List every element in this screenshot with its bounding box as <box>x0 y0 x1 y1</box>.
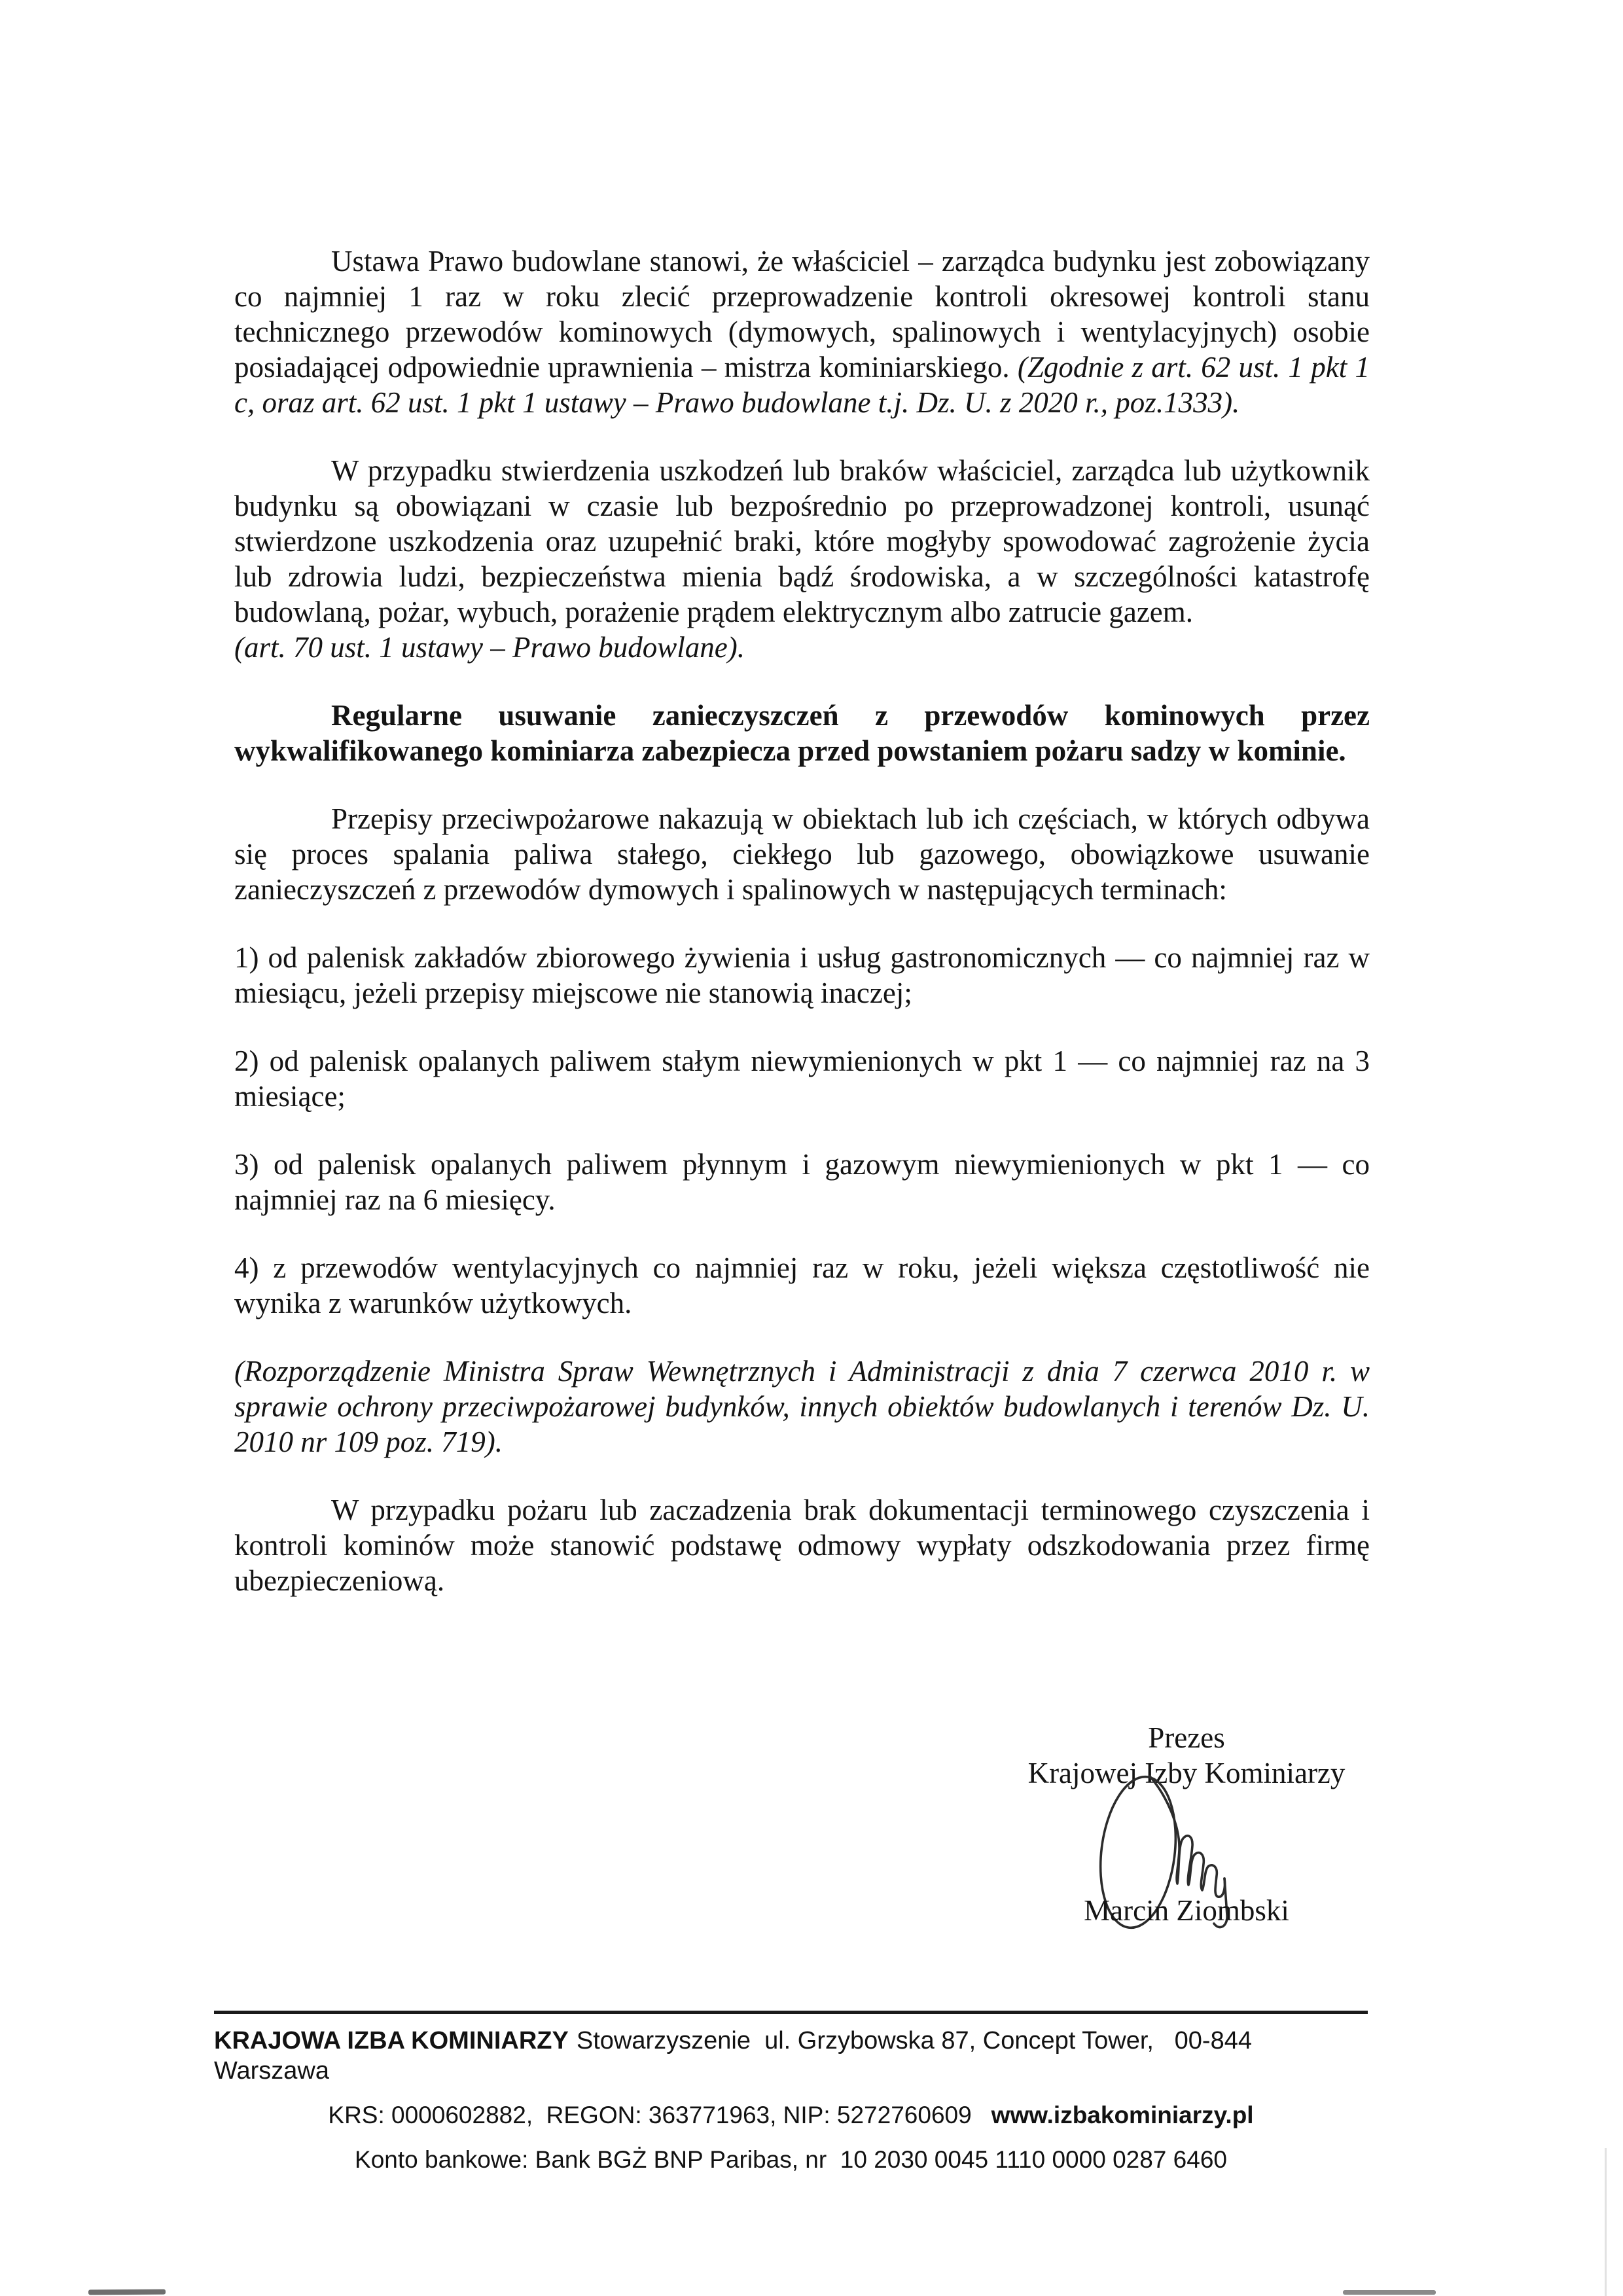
paragraph-law-obligation-text: Ustawa Prawo budowlane stanowi, że właściciel – zarządca budynku jest zobowiązany co najmniej 1 raz w roku zlecić przeprowadzenie kontroli okresowej kontroli stanu technicznego przewodów kominowych (dymowych, spalinowych i wentylacyjnych) osobie posiadającej odpowiednie uprawnienia – mistrza kominiarskiego. <box>234 245 1370 384</box>
scan-artifact-right-edge <box>1605 2148 1607 2296</box>
signatory-title: Prezes <box>1148 1721 1225 1754</box>
paragraph-bold-statement: Regularne usuwanie zanieczyszczeń z przewodów kominowych przez wykwalifikowanego kominiarza zabezpiecza przed powstaniem pożaru sadzy w kominie. <box>234 699 1370 767</box>
footer-bank-line: Konto bankowe: Bank BGŻ BNP Paribas, nr 10 2030 0045 1110 0000 0287 6460 <box>355 2146 1227 2173</box>
paragraph-insurance-warning: W przypadku pożaru lub zaczadzenia brak dokumentacji terminowego czyszczenia i kontroli kominów może stanowić podstawę odmowy wypłaty odszkodowania przez firmę ubezpieczeniową. <box>234 1494 1370 1597</box>
scan-artifact-bottom-right <box>1343 2290 1436 2295</box>
list-item-4: 4) z przewodów wentylacyjnych co najmniej raz w roku, jeżeli większa częstotliwość nie wynika z warunków użytkowych. <box>234 1251 1370 1319</box>
document-body <box>234 243 1370 1631</box>
paragraph-law-obligation-reference: (Zgodnie z art. 62 ust. 1 pkt 1 c, oraz art. 62 ust. 1 pkt 1 ustawy – Prawo budowlane t.j. Dz. U. z 2020 r., poz.1333). <box>234 351 1370 419</box>
paragraph-fire-regulations: Przepisy przeciwpożarowe nakazują w obiektach lub ich częściach, w których odbywa się proces spalania paliwa stałego, ciekłego lub gazowego, obowiązkowe usuwanie zanieczyszczeń z przewodów dymowych i spalinowych w następujących terminach: <box>234 802 1370 906</box>
signatory-organization: Krajowej Izby Kominiarzy <box>1027 1757 1346 1789</box>
footer-registry-numbers: KRS: 0000602882, REGON: 363771963, NIP: 5272760609 <box>328 2102 972 2128</box>
list-item-2: 2) od palenisk opalanych paliwem stałym niewymienionych w pkt 1 — co najmniej raz na 3 miesiące; <box>234 1045 1370 1113</box>
list-item-3: 3) od palenisk opalanych paliwem płynnym i gazowym niewymienionych w pkt 1 — co najmniej raz na 6 miesięcy. <box>234 1148 1370 1216</box>
footer-organization-address: Stowarzyszenie ul. Grzybowska 87, Concept Tower, 00-844 Warszawa <box>214 2027 1259 2085</box>
footer-website: www.izbakominiarzy.pl <box>991 2102 1254 2128</box>
list-item-1: 1) od palenisk zakładów zbiorowego żywienia i usług gastronomicznych — co najmniej raz w miesiącu, jeżeli przepisy miejscowe nie stanowią inaczej; <box>234 941 1370 1009</box>
scan-artifact-bottom-left <box>88 2289 166 2295</box>
footer-organization-name: KRAJOWA IZBA KOMINIARZY <box>214 2027 569 2054</box>
paragraph-damage-repair-text: W przypadku stwierdzenia uszkodzeń lub braków właściciel, zarządca lub użytkownik budynku są obowiązani w czasie lub bezpośrednio po przeprowadzonej kontroli, usunąć stwierdzone uszkodzenia oraz uzupełnić braki, które mogłyby spowodować zagrożenie życia lub zdrowia ludzi, bezpieczeństwa mienia bądź środowiska, a w szczególności katastrofę budowlaną, pożar, wybuch, porażenie prądem elektrycznym albo zatrucie gazem. <box>234 454 1370 628</box>
footer-registry-line <box>214 2100 1368 2130</box>
paragraph-law-obligation <box>234 243 1370 420</box>
footer <box>214 2011 1368 2175</box>
footer-divider-rule <box>214 2011 1368 2014</box>
footer-organization-line <box>214 2026 1368 2086</box>
signatory-name: Marcin Ziombski <box>1084 1894 1289 1927</box>
paragraph-regulation-reference: (Rozporządzenie Ministra Spraw Wewnętrznych i Administracji z dnia 7 czerwca 2010 r. w sprawie ochrony przeciwpożarowej budynków, innych obiektów budowlanych i terenów Dz. U. 2010 nr 109 poz. 719). <box>234 1355 1370 1458</box>
paragraph-damage-repair <box>234 453 1370 665</box>
paragraph-damage-repair-reference: (art. 70 ust. 1 ustawy – Prawo budowlane). <box>234 631 745 664</box>
